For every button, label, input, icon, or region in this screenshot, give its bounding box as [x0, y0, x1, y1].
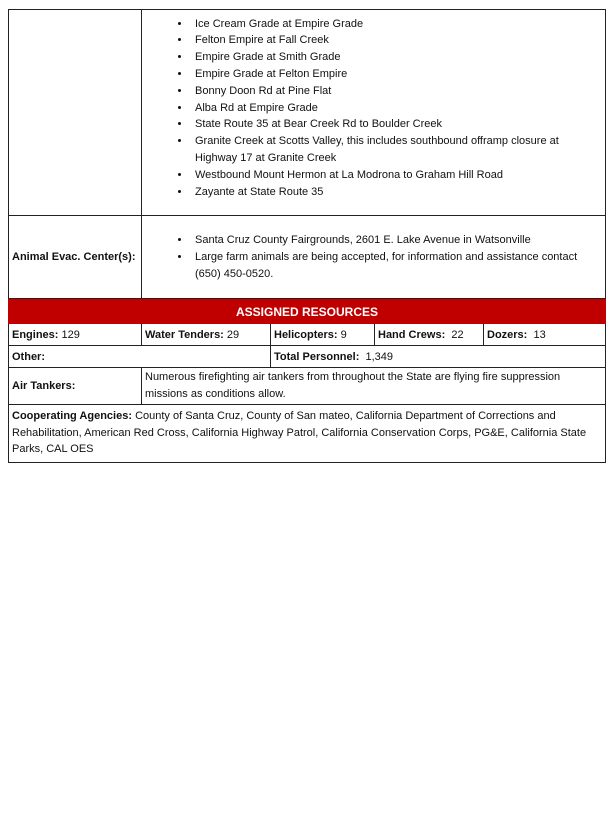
list-item: • State Route 35 at Bear Creek Rd to Boulder Creek [191, 116, 602, 133]
resources-counts-row [9, 324, 606, 346]
animal-evac-list [145, 216, 602, 298]
helicopters-value: 9 [340, 328, 347, 341]
list-item: • Empire Grade at Felton Empire [191, 66, 602, 83]
engines-label: Engines: [12, 328, 59, 341]
water-tenders-value: 29 [226, 328, 240, 341]
dozers-cell [484, 324, 606, 346]
assigned-resources-banner-row [9, 299, 606, 324]
list-item: • Empire Grade at Smith Grade [191, 49, 602, 66]
hand-crews-cell [375, 324, 484, 346]
incident-table [8, 9, 606, 463]
air-tankers-text: Numerous firefighting air tankers from throughout the State are flying fire suppression missions as conditions allow. [142, 368, 606, 405]
engines-cell [9, 324, 142, 346]
dozers-label: Dozers: [487, 328, 528, 341]
road-closures-cell [142, 10, 606, 216]
list-item: • Felton Empire at Fall Creek [191, 32, 602, 49]
cooperating-agencies-cell [9, 405, 606, 463]
cooperating-agencies-row [9, 405, 606, 463]
other-personnel-row [9, 346, 606, 368]
animal-evac-label: Animal Evac. Center(s): [9, 216, 142, 299]
list-item: • Ice Cream Grade at Empire Grade [191, 16, 602, 33]
total-personnel-value: 1,349 [365, 350, 394, 363]
helicopters-cell [271, 324, 375, 346]
road-closures-label-cell [9, 10, 142, 216]
hand-crews-label: Hand Crews: [378, 328, 446, 341]
water-tenders-label: Water Tenders: [145, 328, 224, 341]
cooperating-agencies-text: County of Santa Cruz, County of San mateo, California Department of Corrections and Rehabilitation, American Red Cross, California Highway Patrol, California Conservation Corps, PG&E, California State Parks, CAL OES [12, 410, 587, 456]
other-label: Other: [9, 346, 271, 368]
cooperating-agencies-label: Cooperating Agencies: [12, 410, 132, 423]
list-item: • Santa Cruz County Fairgrounds, 2601 E. Lake Avenue in Watsonville [191, 232, 602, 249]
animal-evac-row [9, 216, 606, 299]
incident-report-sheet [8, 9, 605, 463]
air-tankers-row [9, 368, 606, 405]
list-item: • Alba Rd at Empire Grade [191, 100, 602, 117]
list-item: • Zayante at State Route 35 [191, 184, 602, 201]
dozers-value: 13 [533, 328, 546, 341]
total-personnel-label: Total Personnel: [274, 350, 360, 363]
assigned-resources-banner: ASSIGNED RESOURCES [9, 299, 606, 324]
air-tankers-label: Air Tankers: [9, 368, 142, 405]
engines-value: 129 [61, 328, 80, 341]
list-item: • Westbound Mount Hermon at La Modrona to Graham Hill Road [191, 167, 602, 184]
list-item: • Large farm animals are being accepted, for information and assistance contact (650) 450-0520. [191, 249, 602, 283]
helicopters-label: Helicopters: [274, 328, 338, 341]
animal-evac-cell [142, 216, 606, 299]
list-item: • Granite Creek at Scotts Valley, this includes southbound offramp closure at Highway 17 at Granite Creek [191, 133, 602, 167]
total-personnel-cell [271, 346, 606, 368]
water-tenders-cell [142, 324, 271, 346]
road-closures-list [145, 13, 602, 213]
hand-crews-value: 22 [451, 328, 464, 341]
list-item: • Bonny Doon Rd at Pine Flat [191, 83, 602, 100]
road-closures-row [9, 10, 606, 216]
